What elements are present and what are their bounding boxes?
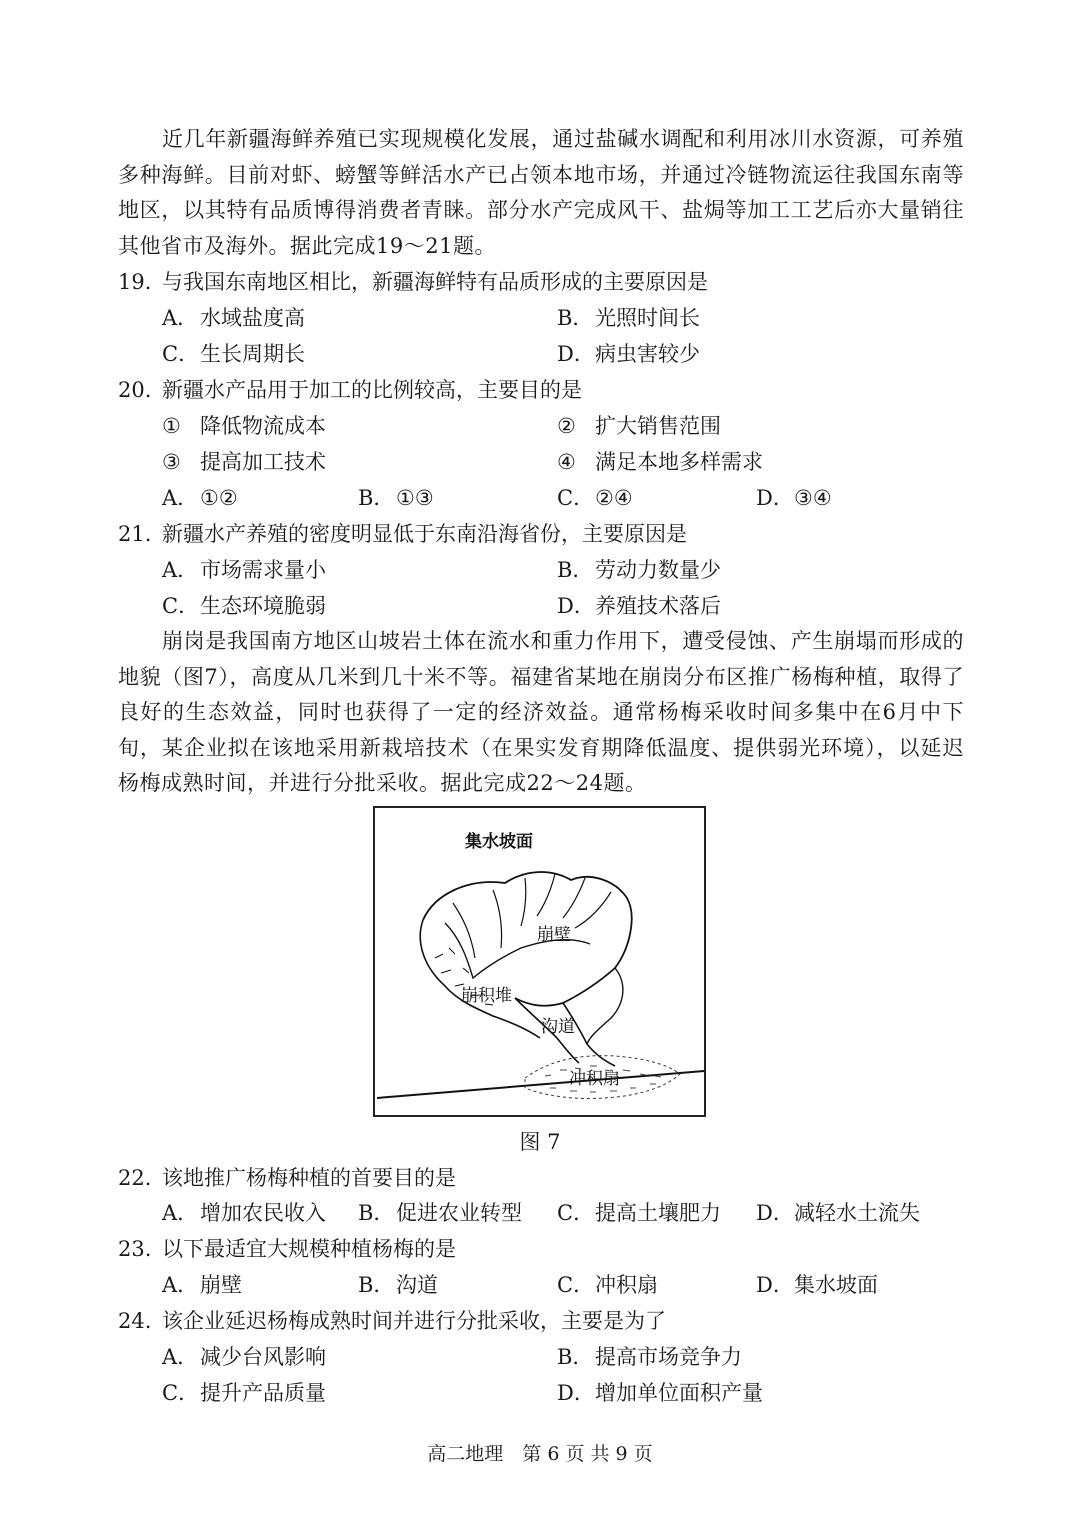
page-footer: 高二地理 第 6 页 共 9 页 bbox=[427, 1443, 653, 1465]
question-number: 22. bbox=[118, 1166, 152, 1190]
question-stem: 该地推广杨梅种植的首要目的是 bbox=[162, 1166, 456, 1190]
question-22 bbox=[118, 1163, 456, 1193]
question-stem: 新疆水产养殖的密度明显低于东南沿海省份，主要原因是 bbox=[162, 522, 687, 546]
question-number: 20. bbox=[118, 378, 152, 402]
question-20 bbox=[118, 375, 582, 405]
question-19 bbox=[118, 267, 708, 297]
question-23 bbox=[118, 1234, 456, 1264]
q22-option-b[interactable]: B．促进农业转型 bbox=[358, 1201, 522, 1225]
q21-option-c[interactable]: C．生态环境脆弱 bbox=[162, 594, 326, 618]
catchment-rim bbox=[423, 872, 632, 1006]
q23-option-c[interactable]: C．冲积扇 bbox=[557, 1273, 658, 1297]
q19-option-b[interactable]: B．光照时间长 bbox=[557, 306, 700, 330]
question-number: 24. bbox=[118, 1309, 152, 1333]
q21-option-a[interactable]: A．市场需求量小 bbox=[162, 558, 326, 582]
q22-option-d[interactable]: D．减轻水土流失 bbox=[756, 1201, 920, 1225]
label-fan: 冲积扇 bbox=[569, 1069, 620, 1089]
label-gully: 沟道 bbox=[541, 1017, 575, 1037]
q21-option-b[interactable]: B．劳动力数量少 bbox=[557, 558, 721, 582]
q20-option-a[interactable]: A．①② bbox=[162, 486, 238, 510]
question-number: 23. bbox=[118, 1237, 152, 1261]
question-24 bbox=[118, 1306, 666, 1336]
q19-option-d[interactable]: D．病虫害较少 bbox=[557, 342, 700, 366]
q20-item-2: ② 扩大销售范围 bbox=[557, 414, 721, 438]
passage-benggang-bayberry: 崩岗是我国南方地区山坡岩土体在流水和重力作用下，遭受侵蚀、产生崩塌而形成的地貌（图7），高度从几米到几十米不等。福建省某地在崩岗分布区推广杨梅种植，取得了良好的生态效益，同时也获得了一定的经济效益。通常杨梅采收时间多集中在6月中下旬，某企业拟在该地采用新栽培技术（在果实发育期降低温度、提供弱光环境），以延迟杨梅成熟时间，并进行分批采收。据此完成22～24题。 bbox=[118, 629, 964, 795]
question-21 bbox=[118, 519, 687, 549]
q23-option-a[interactable]: A．崩壁 bbox=[162, 1273, 242, 1297]
figure-7-benggang-diagram bbox=[373, 806, 706, 1117]
q24-option-a[interactable]: A．减少台风影响 bbox=[162, 1345, 326, 1369]
q23-option-b[interactable]: B．沟道 bbox=[358, 1273, 438, 1297]
q19-option-c[interactable]: C．生长周期长 bbox=[162, 342, 305, 366]
landform-sketch bbox=[375, 808, 704, 1115]
q19-option-a[interactable]: A．水域盐度高 bbox=[162, 306, 305, 330]
q22-option-c[interactable]: C．提高土壤肥力 bbox=[557, 1201, 721, 1225]
question-number: 19. bbox=[118, 270, 152, 294]
q24-option-d[interactable]: D．增加单位面积产量 bbox=[557, 1381, 763, 1405]
q20-item-1: ① 降低物流成本 bbox=[162, 414, 326, 438]
question-stem: 该企业延迟杨梅成熟时间并进行分批采收，主要是为了 bbox=[162, 1309, 666, 1333]
q20-option-b[interactable]: B．①③ bbox=[358, 486, 434, 510]
figure-caption: 图 7 bbox=[519, 1130, 561, 1154]
label-wall: 崩壁 bbox=[537, 925, 571, 945]
question-stem: 与我国东南地区相比，新疆海鲜特有品质形成的主要原因是 bbox=[162, 270, 708, 294]
q24-option-b[interactable]: B．提高市场竞争力 bbox=[557, 1345, 742, 1369]
passage-xinjiang-seafood: 近几年新疆海鲜养殖已实现规模化发展，通过盐碱水调配和利用冰川水资源，可养殖多种海鲜。目前对虾、螃蟹等鲜活水产已占领本地市场，并通过冷链物流运往我国东南等地区，以其特有品质博得消费者青睐。部分水产完成风干、盐焗等加工工艺后亦大量销往其他省市及海外。据此完成19～21题。 bbox=[118, 127, 964, 258]
question-stem: 新疆水产品用于加工的比例较高，主要目的是 bbox=[162, 378, 582, 402]
question-stem: 以下最适宜大规模种植杨梅的是 bbox=[162, 1237, 456, 1261]
q21-option-d[interactable]: D．养殖技术落后 bbox=[557, 594, 721, 618]
q20-item-3: ③ 提高加工技术 bbox=[162, 450, 326, 474]
q20-item-4: ④ 满足本地多样需求 bbox=[557, 450, 763, 474]
q23-option-d[interactable]: D．集水坡面 bbox=[756, 1273, 878, 1297]
q20-option-d[interactable]: D．③④ bbox=[756, 486, 832, 510]
q24-option-c[interactable]: C．提升产品质量 bbox=[162, 1381, 326, 1405]
question-number: 21. bbox=[118, 522, 152, 546]
label-colluvium: 崩积堆 bbox=[461, 986, 512, 1006]
label-catchment: 集水坡面 bbox=[465, 832, 533, 852]
q20-option-c[interactable]: C．②④ bbox=[557, 486, 633, 510]
q22-option-a[interactable]: A．增加农民收入 bbox=[162, 1201, 326, 1225]
